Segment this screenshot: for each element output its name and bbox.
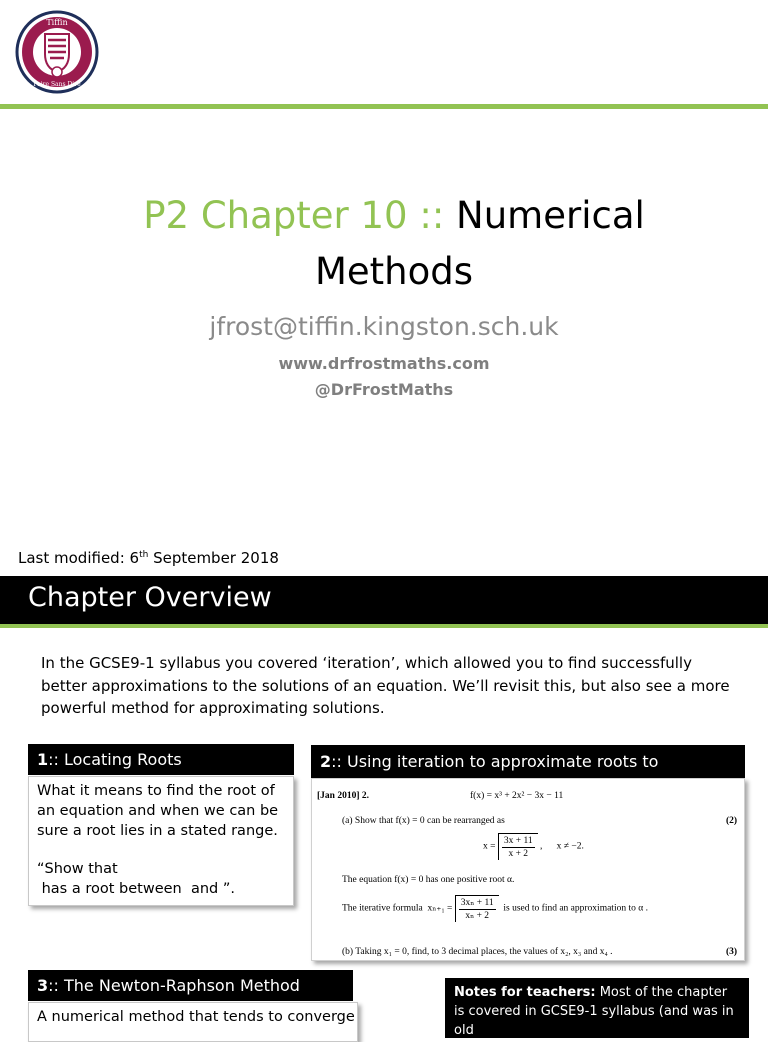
exam-x-equals: x = (483, 841, 496, 852)
exam-iter-square-root (455, 895, 499, 922)
exam-positive-root: The equation f(x) = 0 has one positive root α. (342, 875, 515, 885)
logo-text-top: Tiffin (46, 18, 68, 27)
tiffin-school-crest-logo (15, 10, 99, 94)
presentation-title (60, 188, 728, 300)
exam-part-b: (b) Taking x₁ = 0, find, to 3 decimal places, the values of x₂, x₃ and x₄ . (342, 947, 613, 957)
exam-mark-b: (3) (726, 947, 738, 957)
logo-text-bottom: Faire Sans Dire (33, 81, 81, 88)
teacher-notes-label: Notes for teachers: (454, 985, 596, 1000)
twitter-handle[interactable]: @DrFrostMaths (314, 380, 454, 399)
overview-divider (0, 624, 768, 628)
exam-iter-after: is used to find an approximation to α . (503, 903, 648, 914)
section-3-description: A numerical method that tends to converge (37, 1009, 355, 1025)
exam-iter-text: The iterative formula (342, 903, 423, 914)
header-divider (0, 104, 768, 109)
section-2-title (311, 745, 745, 778)
section-3-body (28, 1002, 358, 1042)
section-3-number: 3 (37, 976, 49, 995)
exam-square-root (498, 833, 538, 860)
title-chapter: P2 Chapter 10 :: (143, 194, 445, 237)
section-1-number: 1 (37, 750, 49, 769)
section-1-label: :: Locating Roots (48, 750, 182, 769)
exam-condition: , x ≠ −2. (540, 841, 584, 852)
teacher-notes-text: Most of the chapter is covered in GCSE9-1 syllabus (and was in old (454, 985, 734, 1038)
exam-frac-denominator: x + 2 (508, 849, 529, 859)
section-2-number: 2 (320, 752, 332, 771)
chapter-overview-slide (0, 576, 768, 1038)
section-1-body (28, 776, 294, 906)
overview-title: Chapter Overview (28, 582, 272, 613)
section-3-title (28, 970, 353, 1001)
modified-prefix: Last modified: 6 (18, 549, 140, 567)
section-2-label: :: Using iteration to approximate roots to (331, 752, 659, 771)
modified-suffix: September 2018 (148, 549, 279, 567)
last-modified (18, 549, 279, 567)
section-1-description: What it means to find the root of an equation and when we can be sure a root lies in a stated range. (37, 783, 279, 839)
teacher-notes (445, 978, 749, 1038)
section-1-example-line2: has a root between and ”. (37, 881, 235, 897)
exam-iter-numerator: 3xₙ + 11 (460, 898, 494, 908)
section-1-title (28, 744, 294, 775)
exam-rearrangement (483, 833, 584, 860)
modified-sup: th (139, 550, 149, 560)
overview-title-bar (0, 576, 768, 624)
exam-iter-lhs: xₙ₊₁ = (427, 903, 453, 914)
exam-part-a: (a) Show that f(x) = 0 can be rearranged as (342, 816, 505, 826)
exam-iter-denominator: xₙ + 2 (465, 911, 490, 921)
exam-mark-a: (2) (726, 816, 738, 826)
section-2-exam-question (311, 778, 745, 961)
exam-frac-numerator: 3x + 11 (503, 836, 533, 846)
website-link[interactable]: www.drfrostmaths.com (278, 354, 490, 373)
exam-function: f(x) = x³ + 2x² − 3x − 11 (470, 791, 564, 801)
exam-reference: [Jan 2010] 2. (317, 791, 369, 801)
section-1-example-line1: “Show that (37, 861, 118, 877)
section-3-label: :: The Newton-Raphson Method (48, 976, 300, 995)
author-email: jfrost@tiffin.kingston.sch.uk (209, 312, 559, 341)
exam-iterative-formula (342, 895, 648, 922)
overview-intro: In the GCSE9-1 syllabus you covered ‘iteration’, which allowed you to find successfully better approximations to the solutions of an equation. We’ll revisit this, but also see a more powerful method for approximating solutions. (41, 654, 730, 717)
title-topic: Numerical Methods (314, 194, 645, 293)
